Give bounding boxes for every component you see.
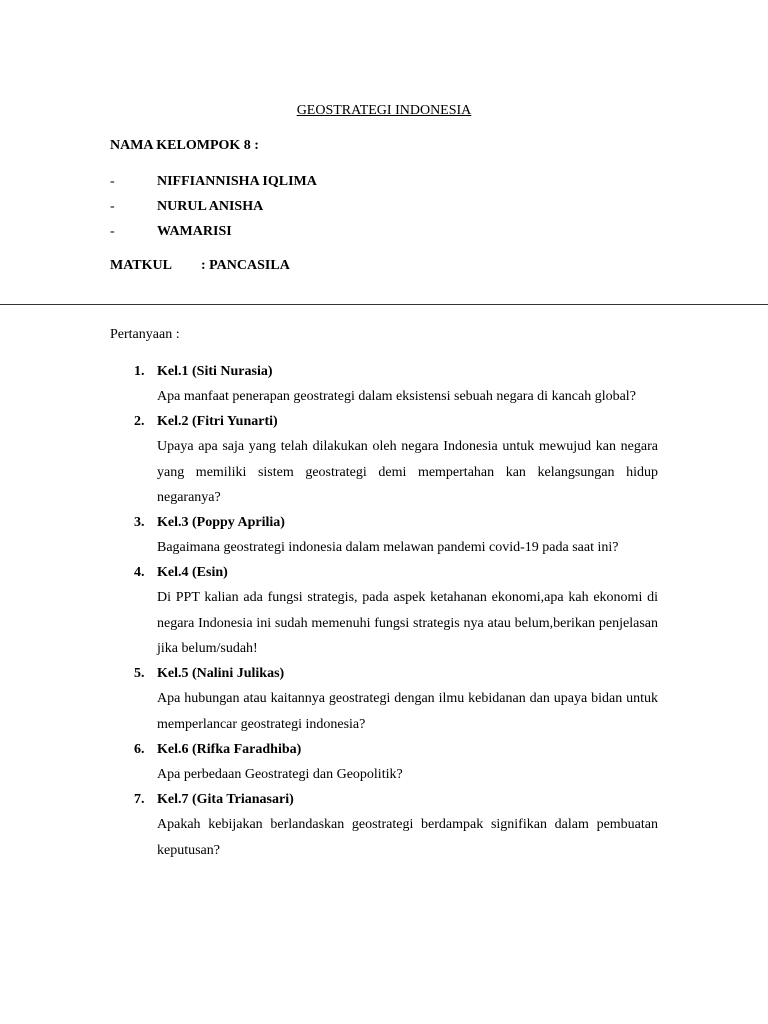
question-group: Kel.4 (Esin): [157, 565, 228, 581]
question-number: 4.: [134, 565, 145, 581]
course-key: MATKUL: [110, 258, 172, 273]
question-text: Apa hubungan atau kaitannya geostrategi dengan ilmu kebidanan dan upaya bidan untuk memperlancar geostrategi indonesia?: [157, 691, 658, 732]
question-number: 2.: [134, 414, 145, 430]
member-item: [110, 199, 263, 215]
question-item: [110, 359, 658, 409]
page-divider: [0, 304, 768, 305]
member-dash: -: [110, 174, 115, 189]
question-group: Kel.1 (Siti Nurasia): [157, 364, 273, 379]
question-text: Upaya apa saja yang telah dilakukan oleh negara Indonesia untuk mewujud kan negara yang memiliki sistem geostrategi demi mempertahan kan kelangsungan hidup negaranya?: [157, 439, 658, 505]
question-item: [110, 510, 658, 560]
member-dash: -: [110, 224, 115, 239]
question-item: [110, 409, 658, 510]
question-number: 3.: [134, 515, 145, 531]
course-line: [110, 258, 290, 274]
member-item: [110, 224, 232, 240]
question-group: Kel.5 (Nalini Julikas): [157, 666, 285, 682]
question-group: Kel.3 (Poppy Aprilia): [157, 515, 285, 531]
question-item: [110, 787, 658, 863]
question-group: Kel.6 (Rifka Faradhiba): [157, 741, 302, 757]
member-item: [110, 174, 317, 190]
question-text: Bagaimana geostrategi indonesia dalam melawan pandemi covid-19 pada saat ini?: [157, 540, 619, 556]
question-text: Di PPT kalian ada fungsi strategis, pada aspek ketahanan ekonomi,apa kah ekonomi di negara Indonesia ini sudah memenuhi fungsi strategis nya atau belum,berikan penjelasan jika belum/sudah!: [157, 590, 658, 657]
question-number: 5.: [134, 666, 145, 682]
question-group: Kel.2 (Fitri Yunarti): [157, 414, 278, 430]
question-group: Kel.7 (Gita Trianasari): [157, 792, 294, 808]
question-number: 6.: [134, 741, 145, 757]
question-number: 7.: [134, 792, 145, 808]
course-value: : PANCASILA: [201, 258, 290, 273]
questions-label: Pertanyaan :: [110, 327, 180, 342]
question-item: [110, 737, 658, 787]
question-item: [110, 661, 658, 737]
question-number: 1.: [134, 364, 145, 379]
group-label: NAMA KELOMPOK 8 :: [110, 138, 259, 153]
questions-list: [110, 359, 658, 863]
member-dash: -: [110, 199, 115, 214]
document-title: GEOSTRATEGI INDONESIA: [296, 103, 472, 118]
member-name: NURUL ANISHA: [157, 199, 264, 214]
question-item: [110, 560, 658, 661]
question-text: Apakah kebijakan berlandaskan geostrategi berdampak signifikan dalam pembuatan keputusan?: [157, 817, 658, 858]
question-text: Apa manfaat penerapan geostrategi dalam eksistensi sebuah negara di kancah global?: [157, 389, 636, 404]
member-name: NIFFIANNISHA IQLIMA: [157, 174, 317, 189]
member-name: WAMARISI: [157, 224, 232, 239]
question-text: Apa perbedaan Geostrategi dan Geopolitik?: [157, 766, 403, 782]
